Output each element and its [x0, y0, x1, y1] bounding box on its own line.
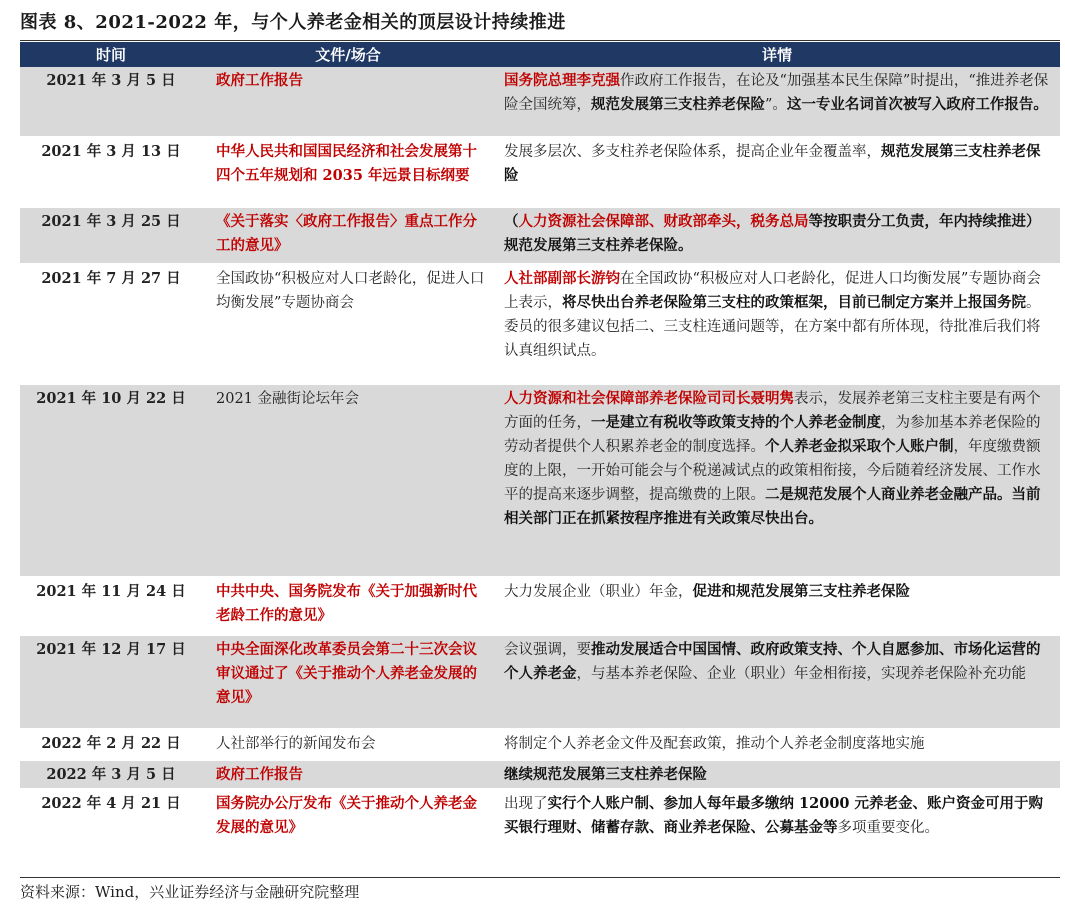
- cell-document: [202, 790, 494, 852]
- cell-document-segment: 全国政协“积极应对人口老龄化，促进人口均衡发展”专题协商会: [216, 271, 485, 311]
- cell-date: 2021 年 12 月 17 日: [20, 636, 202, 730]
- cell-detail-segment: 推动发展适合中国国情、政府政策支持、个人自愿参加、市场化运营的个人养老金: [504, 641, 1041, 682]
- cell-document: [202, 578, 494, 636]
- source-note: 资料来源：Wind，兴业证券经济与金融研究院整理: [20, 883, 360, 901]
- table-row: [20, 761, 1060, 790]
- cell-document: [202, 67, 494, 138]
- cell-detail-segment: （: [504, 213, 519, 230]
- cell-document-segment: 政府工作报告: [216, 766, 303, 783]
- cell-detail-segment: ，年度缴费额度的上限，一开始可能会与个税递减试点的政策相衔接，今后随着经济发展、工作水平的提高来逐步调整，提高缴费的上限。: [504, 439, 1041, 503]
- cell-detail-segment: 等按职责分工负责，年内持续推进）规范发展第三支柱养老保险。: [504, 213, 1041, 254]
- cell-detail: [494, 578, 1060, 636]
- cell-detail-segment: 二是规范发展个人商业养老金融产品。当前相关部门正在抓紧按程序推进有关政策尽快出台。: [504, 486, 1041, 527]
- cell-detail-segment: ，与基本养老保险、企业（职业）年金相衔接，实现养老保险补充功能: [576, 666, 1026, 682]
- bottom-rule: [20, 877, 1060, 878]
- cell-date: 2021 年 11 月 24 日: [20, 578, 202, 636]
- cell-detail-segment: 发展多层次、多支柱养老保险体系，提高企业年金覆盖率，: [504, 144, 881, 160]
- cell-detail: [494, 265, 1060, 385]
- cell-document: [202, 730, 494, 761]
- cell-document: [202, 138, 494, 208]
- cell-detail: [494, 790, 1060, 852]
- cell-detail-segment: 作政府工作报告，在论及“加强基本民生保障”时提出，“推进养老保险全国统筹，: [504, 73, 1049, 113]
- cell-document: [202, 208, 494, 265]
- cell-detail-segment: 规范发展第三支柱养老保险: [504, 143, 1041, 184]
- cell-date: 2021 年 10 月 22 日: [20, 385, 202, 578]
- cell-detail-segment: 个人养老金拟采取个人账户制: [765, 438, 954, 455]
- cell-detail: [494, 385, 1060, 578]
- cell-detail-segment: 会议强调，要: [504, 642, 591, 658]
- table-row: [20, 67, 1060, 138]
- top-rule: [20, 40, 1060, 41]
- table-row: [20, 730, 1060, 761]
- table-row: [20, 578, 1060, 636]
- table-row: [20, 208, 1060, 265]
- cell-detail-segment: ，为参加基本养老保险的劳动者提供个人积累养老金的制度选择。: [504, 415, 1041, 455]
- header-doc: 文件/场合: [202, 42, 494, 67]
- cell-document-segment: 中华人民共和国国民经济和社会发展第十四个五年规划和 2035 年远景目标纲要: [216, 143, 477, 184]
- cell-detail-segment: 人力资源和社会保障部养老保险司司长聂明隽: [504, 390, 794, 407]
- cell-date: 2022 年 4 月 21 日: [20, 790, 202, 852]
- cell-document: [202, 385, 494, 578]
- cell-date: 2022 年 2 月 22 日: [20, 730, 202, 761]
- policy-table: [20, 42, 1060, 852]
- cell-detail-segment: 大力发展企业（职业）年金，: [504, 584, 693, 600]
- cell-document-segment: 2021 金融街论坛年会: [216, 391, 360, 407]
- cell-detail: [494, 636, 1060, 730]
- cell-detail-segment: 这一专业名词首次被写入政府工作报告。: [786, 96, 1048, 113]
- table-row: [20, 265, 1060, 385]
- table-body: [20, 67, 1060, 852]
- header-detail: 详情: [494, 42, 1060, 67]
- cell-detail-segment: 继续规范发展第三支柱养老保险: [504, 766, 707, 783]
- cell-detail-segment: 。委员的很多建议包括二、三支柱连通问题等，在方案中都有所体现，待批准后我们将认真组织试点。: [504, 295, 1041, 359]
- cell-detail-segment: 将制定个人养老金文件及配套政策，推动个人养老金制度落地实施: [504, 736, 925, 752]
- cell-document-segment: 《关于落实〈政府工作报告〉重点工作分工的意见》: [216, 213, 477, 254]
- cell-detail-segment: 规范发展第三支柱养老保险: [591, 96, 765, 113]
- cell-detail-segment: 表示，发展养老第三支柱主要是有两个方面的任务，: [504, 391, 1041, 431]
- figure-title: 图表 8、2021-2022 年，与个人养老金相关的顶层设计持续推进: [20, 12, 566, 33]
- cell-document-segment: 中共中央、国务院发布《关于加强新时代老龄工作的意见》: [216, 583, 477, 624]
- cell-detail-segment: 国务院总理李克强: [504, 72, 620, 89]
- cell-document: [202, 636, 494, 730]
- cell-detail-segment: 人力资源社会保障部、财政部牵头，税务总局: [518, 213, 809, 230]
- cell-detail: [494, 761, 1060, 790]
- cell-detail-segment: 在全国政协“积极应对人口老龄化，促进人口均衡发展”专题协商会上表示，: [504, 271, 1041, 311]
- cell-detail: [494, 138, 1060, 208]
- cell-date: 2022 年 3 月 5 日: [20, 761, 202, 790]
- cell-document: [202, 761, 494, 790]
- cell-detail-segment: 促进和规范发展第三支柱养老保险: [692, 583, 910, 600]
- cell-detail-segment: 一是建立有税收等政策支持的个人养老金制度: [591, 414, 881, 431]
- cell-detail-segment: 出现了: [504, 796, 548, 812]
- cell-detail-segment: ”。: [765, 97, 787, 113]
- cell-detail-segment: 实行个人账户制、参加人每年最多缴纳 12000 元养老金、账户资金可用于购买银行理财、储蓄存款、商业养老保险、公募基金等: [504, 795, 1044, 836]
- cell-detail-segment: 多项重要变化。: [837, 820, 939, 836]
- cell-detail: [494, 730, 1060, 761]
- table-row: [20, 385, 1060, 578]
- cell-detail: [494, 208, 1060, 265]
- header-row: [20, 42, 1060, 67]
- table-row: [20, 138, 1060, 208]
- cell-document-segment: 政府工作报告: [216, 72, 303, 89]
- cell-document-segment: 人社部举行的新闻发布会: [216, 736, 376, 752]
- cell-date: 2021 年 3 月 25 日: [20, 208, 202, 265]
- cell-detail: [494, 67, 1060, 138]
- table-row: [20, 790, 1060, 852]
- cell-detail-segment: 将尽快出台养老保险第三支柱的政策框架，目前已制定方案并上报国务院: [562, 294, 1026, 311]
- cell-document: [202, 265, 494, 385]
- cell-date: 2021 年 3 月 13 日: [20, 138, 202, 208]
- cell-document-segment: 中央全面深化改革委员会第二十三次会议审议通过了《关于推动个人养老金发展的意见》: [216, 641, 477, 706]
- cell-date: 2021 年 3 月 5 日: [20, 67, 202, 138]
- table-row: [20, 636, 1060, 730]
- cell-detail-segment: 人社部副部长游钧: [504, 270, 620, 287]
- header-time: 时间: [20, 42, 202, 67]
- cell-document-segment: 国务院办公厅发布《关于推动个人养老金发展的意见》: [216, 795, 477, 836]
- cell-date: 2021 年 7 月 27 日: [20, 265, 202, 385]
